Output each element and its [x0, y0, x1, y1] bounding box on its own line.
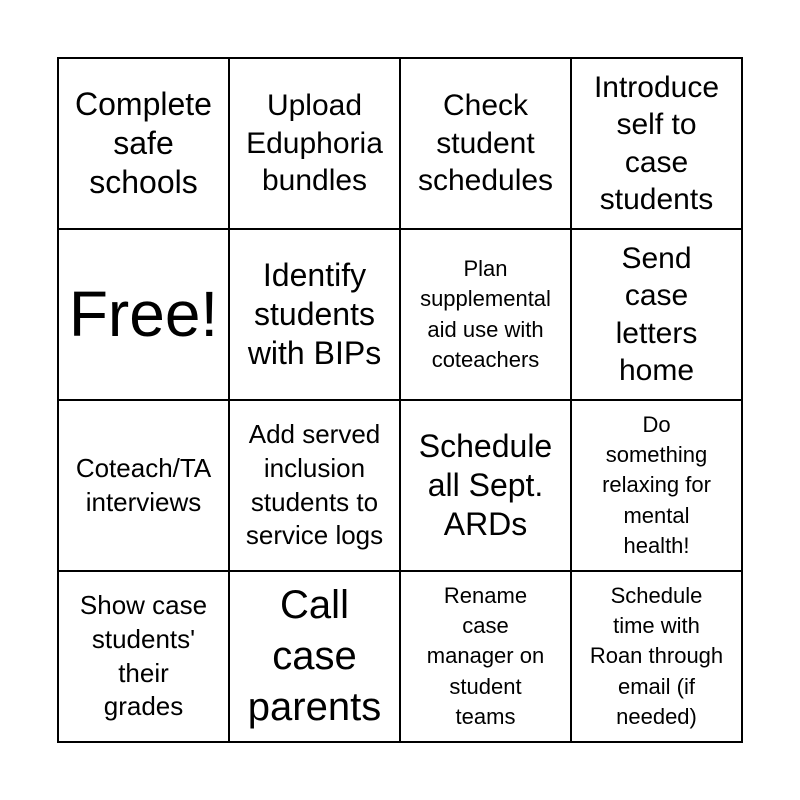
bingo-cell-text: Identify students with BIPs: [247, 256, 382, 372]
bingo-cell-text: Add served inclusion students to service logs: [245, 418, 384, 551]
bingo-cell-text: Upload Eduphoria bundles: [246, 89, 383, 198]
bingo-cell-text: Free!: [68, 278, 219, 351]
bingo-cell-text: Coteach/TA interviews: [75, 452, 212, 517]
bingo-cell[interactable]: [400, 58, 571, 229]
bingo-cell-text: Schedule time with Roan through email (if needed): [589, 582, 724, 730]
bingo-cell[interactable]: [571, 229, 742, 400]
bingo-cell[interactable]: [58, 571, 229, 742]
bingo-cell[interactable]: [229, 58, 400, 229]
bingo-cell[interactable]: [400, 229, 571, 400]
bingo-cell-text: Rename case manager on student teams: [426, 582, 545, 730]
bingo-free-cell[interactable]: [58, 229, 229, 400]
bingo-cell[interactable]: [58, 400, 229, 571]
bingo-cell[interactable]: [229, 571, 400, 742]
bingo-cell-text: Introduce self to case students: [593, 70, 720, 216]
bingo-cell[interactable]: [58, 58, 229, 229]
bingo-cell[interactable]: [571, 571, 742, 742]
bingo-cell-text: Complete safe schools: [75, 85, 212, 201]
bingo-cell[interactable]: [571, 58, 742, 229]
bingo-cell-text: Send case letters home: [615, 241, 698, 387]
bingo-cell-text: Schedule all Sept. ARDs: [418, 427, 553, 543]
bingo-cell[interactable]: [400, 571, 571, 742]
bingo-cell-text: Plan supplemental aid use with coteachers: [420, 255, 551, 372]
bingo-cell-text: Check student schedules: [417, 89, 554, 198]
bingo-cell-text: Call case parents: [247, 582, 382, 730]
bingo-cell[interactable]: [571, 400, 742, 571]
bingo-cell-text: Do something relaxing for mental health!: [602, 411, 711, 559]
bingo-cell[interactable]: [229, 229, 400, 400]
bingo-cell[interactable]: [229, 400, 400, 571]
bingo-board: [57, 57, 743, 743]
bingo-cell[interactable]: [400, 400, 571, 571]
bingo-cell-text: Show case students' their grades: [79, 589, 208, 722]
